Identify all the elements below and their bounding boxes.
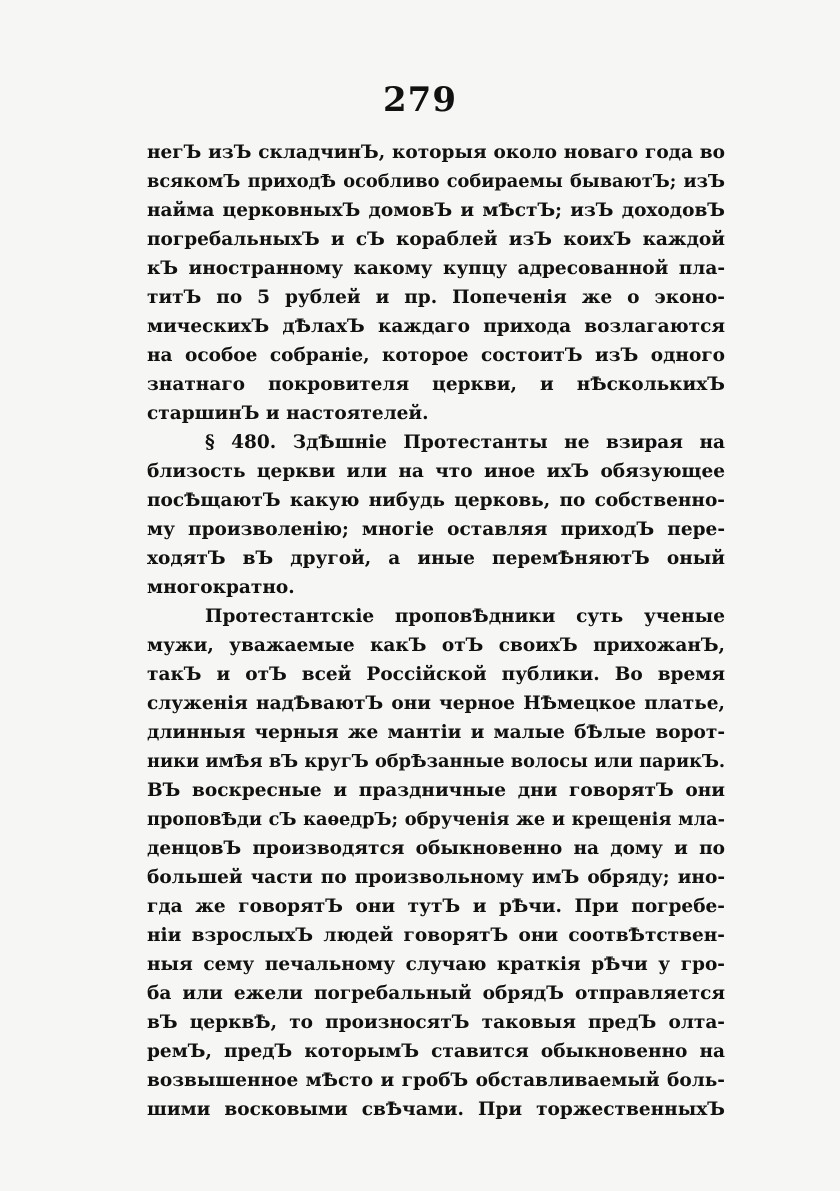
text-line: старшинЪ и настоятелей. <box>147 403 429 424</box>
text-line: шими восковыми свѢчами. При торжественныхЪ <box>147 1099 725 1120</box>
text-line: проповѢди сЪ каѳедрЪ; обрученія же и крещенія мла- <box>147 809 725 830</box>
text-line: вЪ церквѢ, то произносятЪ таковыя предЪ олта- <box>147 1012 725 1033</box>
text-line: негЪ изЪ складчинЪ, которыя около новаго года во <box>147 142 725 163</box>
text-line: ВЪ воскресные и праздничные дни говорятЪ они <box>147 780 725 801</box>
text-line: ходятЪ вЪ другой, а иные перемѢняютЪ оный <box>147 548 725 569</box>
text-line: Протестантскіе проповѢдники суть ученые <box>205 606 725 627</box>
text-line: многократно. <box>147 577 295 598</box>
text-line: длинныя черныя же мантіи и малые бѢлые ворот- <box>147 722 725 743</box>
body-text <box>147 138 725 1124</box>
text-line: служенія надѢваютЪ они черное НѢмецкое платье, <box>147 693 725 714</box>
text-line: § 480. ЗдѢшніе Протестанты не взирая на <box>205 432 725 453</box>
text-line: на особое собраніе, которое состоитЪ изЪ одного <box>147 345 725 366</box>
text-line: такЪ и отЪ всей Россійской публики. Во время <box>147 664 725 685</box>
text-line: титЪ по 5 рублей и пр. Попеченія же о эконо- <box>147 287 725 308</box>
text-line: погребальныхЪ и сЪ кораблей изЪ коихЪ каждой <box>147 229 725 250</box>
text-line: возвышенное мѢсто и гробЪ обставливаемый боль- <box>147 1070 725 1091</box>
text-line: мужи, уважаемые какЪ отЪ своихЪ прихожанЪ, <box>147 635 725 656</box>
text-line: всякомЪ приходѢ особливо собираемы бываютЪ; изЪ <box>147 171 725 192</box>
text-line: знатнаго покровителя церкви, и нѢсколькихЪ <box>147 374 725 395</box>
text-line: гда же говорятЪ они тутЪ и рѢчи. При погребе- <box>147 896 725 917</box>
text-line: ники имѢя вЪ кругЪ обрѢзанные волосы или парикЪ. <box>147 751 726 772</box>
page-number: 279 <box>383 80 457 120</box>
text-line: найма церковныхЪ домовЪ и мѢстЪ; изЪ доходовЪ <box>147 200 725 221</box>
text-line: кЪ иностранному какому купцу адресованной пла- <box>147 258 725 279</box>
text-line: близость церкви или на что иное ихЪ обязующее <box>147 461 725 482</box>
text-line: ба или ежели погребальный обрядЪ отправляется <box>147 983 725 1004</box>
text-line: ремЪ, предЪ которымЪ ставится обыкновенно на <box>147 1041 725 1062</box>
text-line: ныя сему печальному случаю краткія рѢчи у гро- <box>147 954 725 975</box>
text-line: му произволенію; многіе оставляя приходЪ пере- <box>147 519 725 540</box>
text-line: посѢщаютЪ какую нибудь церковь, по собственно- <box>147 490 725 511</box>
text-line: мическихЪ дѢлахЪ каждаго прихода возлагаются <box>147 316 725 337</box>
text-line: ніи взрослыхЪ людей говорятЪ они соотвѢтствен- <box>147 925 725 946</box>
text-line: денцовЪ производятся обыкновенно на дому и по <box>147 838 725 859</box>
text-line: большей части по произвольному имЪ обряду; ино- <box>147 867 725 888</box>
